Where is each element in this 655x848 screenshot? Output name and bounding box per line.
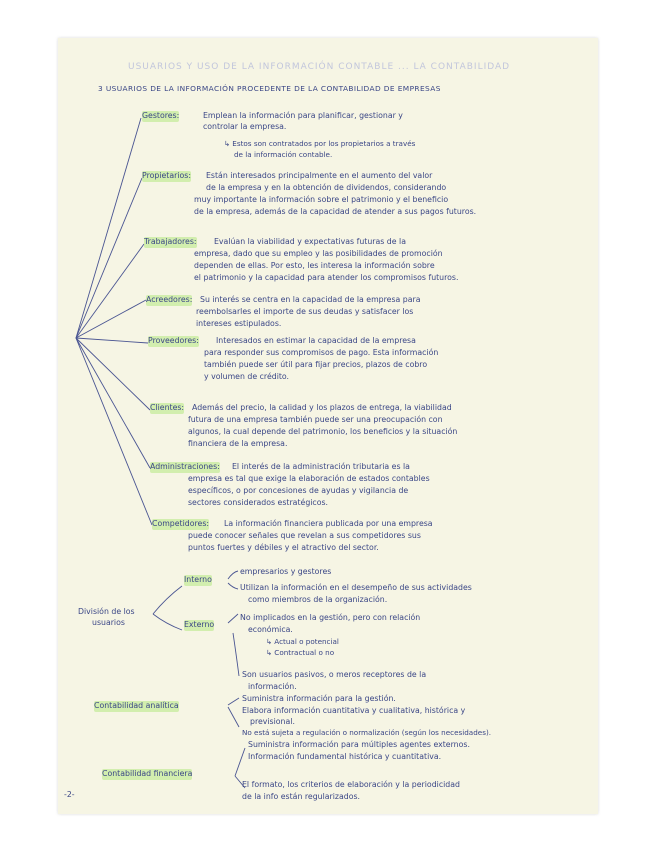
user-label-gestores: Gestores: xyxy=(142,111,180,120)
financiera-text-line: Información fundamental histórica y cuantitativa. xyxy=(248,752,442,761)
analitica-text-line: previsional. xyxy=(250,717,295,726)
externo-subnote-line: ↳ Actual o potencial xyxy=(266,637,339,646)
page-number: -2- xyxy=(64,790,75,799)
interno-text-line: empresarios y gestores xyxy=(240,567,332,576)
user-text-line: Su interés se centra en la capacidad de la empresa para xyxy=(200,295,421,304)
user-text-line: futura de una empresa también puede ser una preocupación con xyxy=(188,415,443,424)
user-label-proveedores: Proveedores: xyxy=(148,336,199,345)
user-label-acreedores: Acreedores: xyxy=(146,295,193,304)
user-text-line: dependen de ellas. Por esto, les interesa la información sobre xyxy=(194,261,435,270)
interno-text-line: como miembros de la organización. xyxy=(248,595,388,604)
financiera-text-line: de la info están regularizados. xyxy=(242,792,361,801)
user-text-line: sectores considerados estratégicos. xyxy=(188,498,329,507)
analitica-text-line: No está sujeta a regulación o normalización (según los necesidades). xyxy=(242,728,492,737)
user-label-trabajadores: Trabajadores: xyxy=(144,237,197,246)
user-text-line: puede conocer señales que revelan a sus competidores sus xyxy=(188,531,421,540)
user-text-line: y volumen de crédito. xyxy=(204,372,290,381)
externo-text-line: No implicados en la gestión, pero con relación xyxy=(240,613,421,622)
financiera-text-line: El formato, los criterios de elaboración y la periodicidad xyxy=(242,780,460,789)
user-text-line: Emplean la información para planificar, gestionar y xyxy=(203,111,403,120)
user-label-competidores: Competidores: xyxy=(152,519,210,528)
division-label: usuarios xyxy=(92,618,125,627)
user-text-line: intereses estipulados. xyxy=(196,319,282,328)
externo-text-line: económica. xyxy=(248,625,293,634)
user-label-administraciones: Administraciones: xyxy=(150,462,220,471)
interno-text-line: Utilizan la información en el desempeño de sus actividades xyxy=(240,583,472,592)
user-subnote-line: de la información contable. xyxy=(234,150,333,159)
externo-text-line: información. xyxy=(248,682,297,691)
user-label-clientes: Clientes: xyxy=(150,403,185,412)
analitica-text-line: Suministra información para la gestión. xyxy=(242,694,396,703)
user-text-line: específicos, o por concesiones de ayudas y vigilancia de xyxy=(188,486,409,495)
user-text-line: financiera de la empresa. xyxy=(188,439,288,448)
user-text-line: La información financiera publicada por una empresa xyxy=(224,519,433,528)
page-title: USUARIOS Y USO DE LA INFORMACIÓN CONTABLE ... LA CONTABILIDAD xyxy=(128,62,511,72)
user-text-line: puntos fuertes y débiles y el atractivo del sector. xyxy=(188,543,379,552)
user-text-line: de la empresa y en la obtención de dividendos, considerando xyxy=(206,183,447,192)
division-interno-label: Interno xyxy=(184,575,212,584)
user-text-line: Evalúan la viabilidad y expectativas futuras de la xyxy=(214,237,406,246)
externo-subnote-line: ↳ Contractual o no xyxy=(266,648,335,657)
user-text-line: reembolsarles el importe de sus deudas y satisfacer los xyxy=(196,307,414,316)
user-label-propietarios: Propietarios: xyxy=(142,171,191,180)
user-text-line: controlar la empresa. xyxy=(203,122,287,131)
user-text-line: Además del precio, la calidad y los plazos de entrega, la viabilidad xyxy=(192,403,452,412)
contabilidad-financiera-label: Contabilidad financiera xyxy=(102,769,193,778)
user-text-line: empresa es tal que exige la elaboración de estados contables xyxy=(188,474,430,483)
financiera-text-line: Suministra información para múltiples agentes externos. xyxy=(248,740,470,749)
user-text-line: algunos, la cual depende del patrimonio, los beneficios y la situación xyxy=(188,427,458,436)
user-text-line: muy importante la información sobre el patrimonio y el beneficio xyxy=(194,195,449,204)
user-text-line: para responder sus compromisos de pago. Esta información xyxy=(204,348,439,357)
user-text-line: Están interesados principalmente en el aumento del valor xyxy=(206,171,433,180)
division-label: División de los xyxy=(78,607,135,616)
user-subnote-line: ↳ Estos son contratados por los propietarios a través xyxy=(224,139,416,148)
section-heading: 3 USUARIOS DE LA INFORMACIÓN PROCEDENTE DE LA CONTABILIDAD DE EMPRESAS xyxy=(98,84,441,93)
user-text-line: también puede ser útil para fijar precios, plazos de cobro xyxy=(204,360,428,369)
analitica-text-line: Elabora información cuantitativa y cualitativa, histórica y xyxy=(242,706,466,715)
contabilidad-analitica-label: Contabilidad analítica xyxy=(94,701,179,710)
user-text-line: empresa, dado que su empleo y las posibilidades de promoción xyxy=(194,249,443,258)
user-text-line: Interesados en estimar la capacidad de la empresa xyxy=(216,336,416,345)
externo-text-line: Son usuarios pasivos, o meros receptores de la xyxy=(242,670,427,679)
user-text-line: de la empresa, además de la capacidad de atender a sus pagos futuros. xyxy=(194,207,477,216)
user-text-line: El interés de la administración tributaria es la xyxy=(232,462,410,471)
division-externo-label: Externo xyxy=(184,620,215,629)
user-text-line: el patrimonio y la capacidad para atender los compromisos futuros. xyxy=(194,273,459,282)
notebook-page xyxy=(58,38,598,814)
